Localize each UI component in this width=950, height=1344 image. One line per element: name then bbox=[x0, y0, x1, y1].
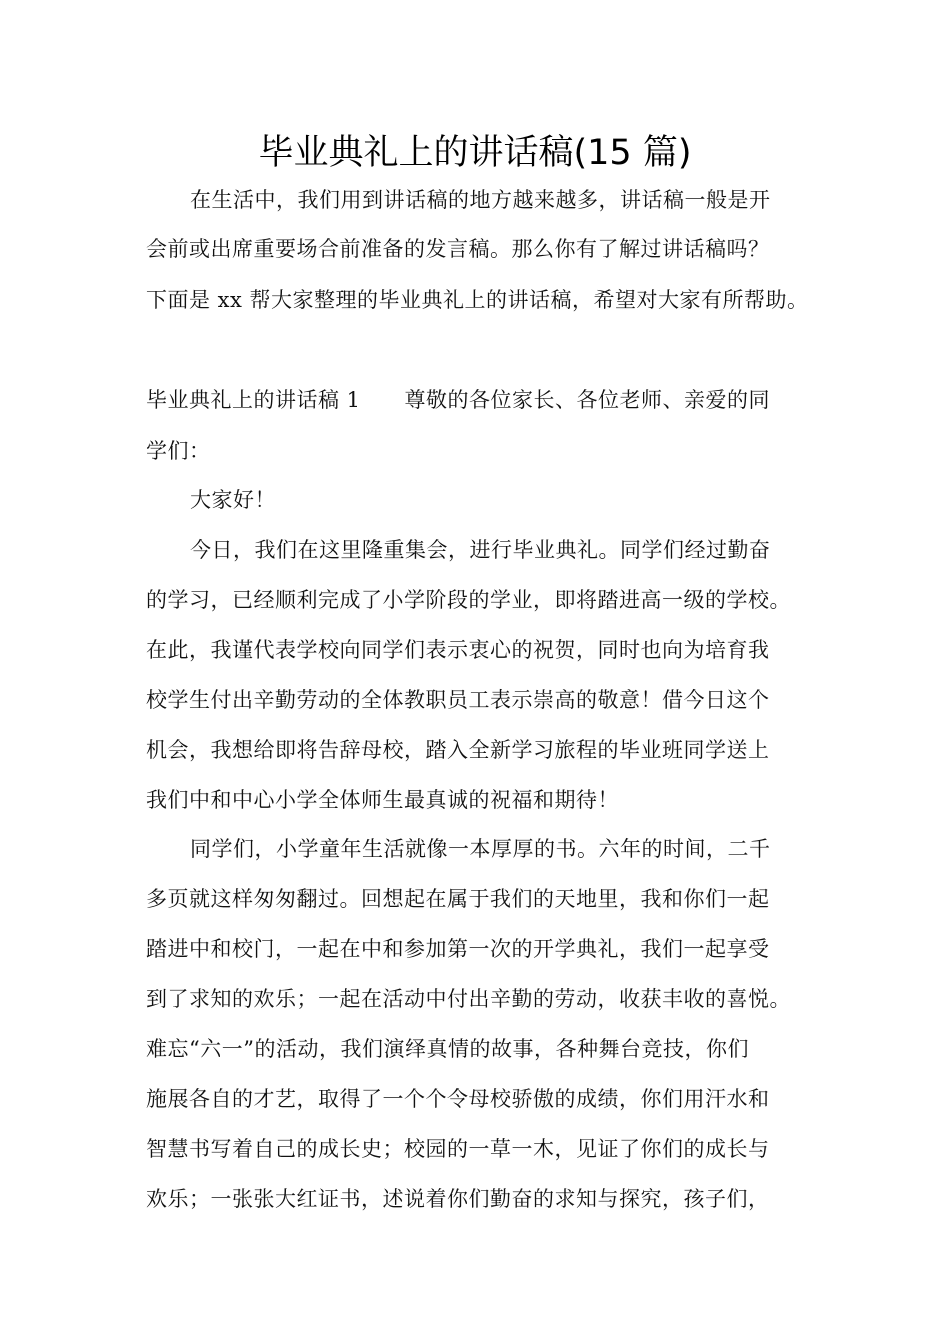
paragraph-2-line-5: 难忘“六一”的活动，我们演绎真情的故事，各种舞台竞技，你们 bbox=[146, 1037, 749, 1061]
document-title: 毕业典礼上的讲话稿(15 篇) bbox=[258, 133, 692, 173]
paragraph-2-line-6: 施展各自的才艺，取得了一个个令母校骄傲的成绩，你们用汗水和 bbox=[146, 1087, 770, 1111]
salutation-start: 尊敬的各位家长、各位老师、亲爱的同 bbox=[404, 388, 771, 412]
paragraph-1-line-5: 机会，我想给即将告辞母校，踏入全新学习旅程的毕业班同学送上 bbox=[146, 738, 770, 762]
intro-line-2: 会前或出席重要场合前准备的发言稿。那么你有了解过讲话稿吗？ bbox=[146, 237, 770, 261]
section-heading: 毕业典礼上的讲话稿 1 bbox=[146, 388, 361, 412]
paragraph-2-line-1: 同学们，小学童年生活就像一本厚厚的书。六年的时间，二千 bbox=[190, 837, 771, 861]
paragraph-2-line-2: 多页就这样匆匆翻过。回想起在属于我们的天地里，我和你们一起 bbox=[146, 887, 770, 911]
paragraph-2-line-3: 踏进中和校门，一起在中和参加第一次的开学典礼，我们一起享受 bbox=[146, 937, 770, 961]
paragraph-1-line-3: 在此，我谨代表学校向同学们表示衷心的祝贺，同时也向为培育我 bbox=[146, 638, 770, 662]
paragraph-2-line-8: 欢乐；一张张大红证书，述说着你们勤奋的求知与探究，孩子们， bbox=[146, 1187, 770, 1211]
intro-line-1: 在生活中，我们用到讲话稿的地方越来越多，讲话稿一般是开 bbox=[190, 188, 771, 212]
paragraph-2-line-7: 智慧书写着自己的成长史；校园的一草一木，见证了你们的成长与 bbox=[146, 1137, 770, 1161]
intro-line-3: 下面是 xx 帮大家整理的毕业典礼上的讲话稿，希望对大家有所帮助。 bbox=[146, 288, 809, 312]
paragraph-2-line-4: 到了求知的欢乐；一起在活动中付出辛勤的劳动，收获丰收的喜悦。 bbox=[146, 987, 791, 1011]
paragraph-1-line-4: 校学生付出辛勤劳动的全体教职员工表示崇高的敬意！借今日这个 bbox=[146, 688, 770, 712]
paragraph-1-line-2: 的学习，已经顺利完成了小学阶段的学业，即将踏进高一级的学校。 bbox=[146, 588, 791, 612]
salutation-end: 学们： bbox=[146, 439, 211, 463]
paragraph-1-line-1: 今日，我们在这里隆重集会，进行毕业典礼。同学们经过勤奋 bbox=[190, 538, 771, 562]
paragraph-1-line-6: 我们中和中心小学全体师生最真诚的祝福和期待！ bbox=[146, 788, 619, 812]
section-heading-line bbox=[146, 385, 816, 415]
greeting: 大家好！ bbox=[190, 488, 276, 512]
